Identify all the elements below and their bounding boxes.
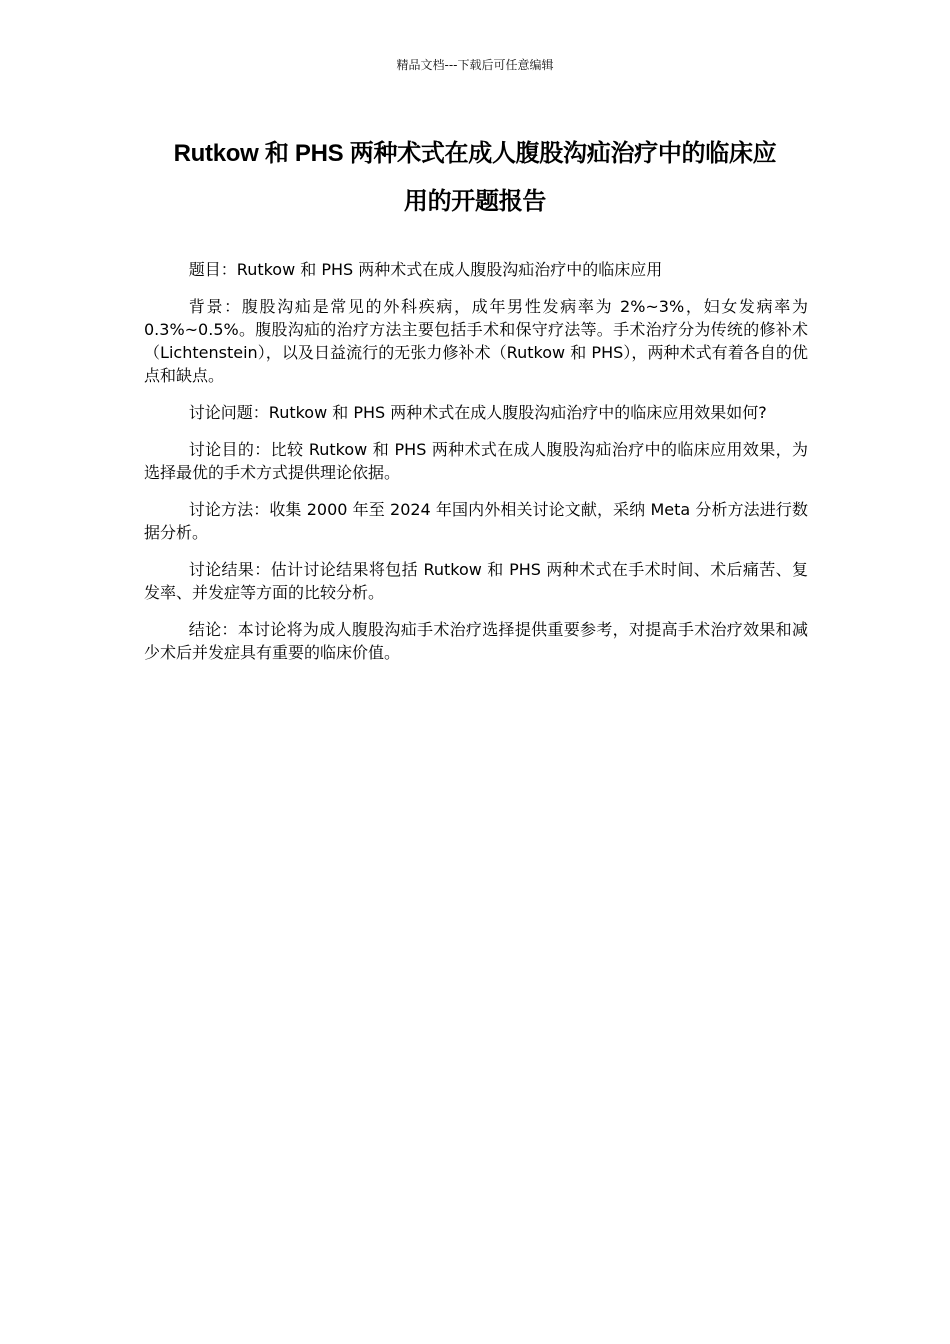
header-note: 精品文档---下载后可任意编辑 (396, 58, 554, 72)
paragraph-background: 背景：腹股沟疝是常见的外科疾病，成年男性发病率为 2%~3%，妇女发病率为 0.3%~0.5%。腹股沟疝的治疗方法主要包括手术和保守疗法等。手术治疗分为传统的修补术（Lichtenstein），以及日益流行的无张力修补术（Rutkow 和 PHS），两种术式有着各自的优点和缺点。 (144, 297, 808, 385)
paragraph-question: 讨论问题：Rutkow 和 PHS 两种术式在成人腹股沟疝治疗中的临床应用效果如何? (188, 403, 767, 422)
paragraph-conclusion: 结论：本讨论将为成人腹股沟疝手术治疗选择提供重要参考，对提高手术治疗效果和减少术后并发症具有重要的临床价值。 (144, 620, 808, 662)
document-body (144, 258, 808, 678)
title-line-2: 用的开题报告 (403, 188, 547, 215)
paragraph-topic: 题目：Rutkow 和 PHS 两种术式在成人腹股沟疝治疗中的临床应用 (188, 260, 663, 279)
document-title (140, 130, 810, 226)
paragraph-purpose: 讨论目的：比较 Rutkow 和 PHS 两种术式在成人腹股沟疝治疗中的临床应用效果，为选择最优的手术方式提供理论依据。 (144, 440, 808, 482)
paragraph-results: 讨论结果：估计讨论结果将包括 Rutkow 和 PHS 两种术式在手术时间、术后痛苦、复发率、并发症等方面的比较分析。 (144, 560, 808, 602)
paragraph-method: 讨论方法：收集 2000 年至 2024 年国内外相关讨论文献，采纳 Meta 分析方法进行数据分析。 (144, 500, 808, 542)
title-line-1: Rutkow 和 PHS 两种术式在成人腹股沟疝治疗中的临床应 (173, 140, 777, 167)
